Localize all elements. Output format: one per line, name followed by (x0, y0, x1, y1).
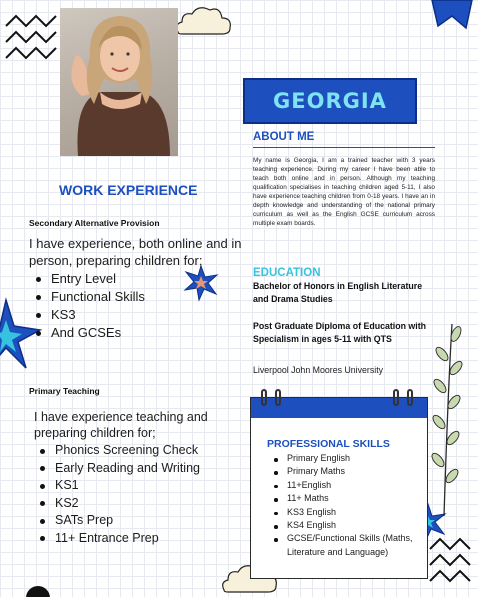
work-section-title: Primary Teaching (29, 386, 100, 396)
list-item: KS4 English (265, 519, 425, 532)
work-section-intro: I have experience teaching and preparing children for; (34, 410, 208, 440)
about-heading: ABOUT ME (253, 131, 315, 143)
zigzag-icon (4, 8, 60, 66)
star-icon (430, 0, 474, 30)
list-item: KS2 (33, 495, 200, 513)
binder-ring-icon (393, 389, 399, 406)
list-item: And GCSEs (29, 324, 145, 342)
list-item: 11+ Maths (265, 492, 425, 505)
list-item: Functional Skills (29, 288, 145, 306)
list-item: SATs Prep (33, 512, 200, 530)
education-diploma: Post Graduate Diploma of Education with Specialism in ages 5-11 with QTS (253, 321, 427, 344)
list-item: KS1 (33, 477, 200, 495)
binder-ring-icon (261, 389, 267, 406)
work-experience-heading: WORK EXPERIENCE (59, 182, 198, 198)
skills-list (265, 452, 425, 559)
skills-card (250, 397, 428, 579)
list-item: 11+English (265, 479, 425, 492)
decorative-dot (26, 586, 50, 597)
work-section-list (29, 270, 145, 342)
list-item: Phonics Screening Check (33, 442, 200, 460)
binder-ring-icon (275, 389, 281, 406)
education-university: Liverpool John Moores University (253, 365, 384, 375)
list-item: Early Reading and Writing (33, 460, 200, 478)
about-text: My name is Georgia, I am a trained teacher with 3 years teaching experience. During my career I have been able to teach both online and in person. Although my teaching qualification specialises in teaching children aged 5-11, I also have experience teaching children from 0-18 years. I have an in depth knowledge and understanding of the national primary curriculum as well as the English GCSE curriculum across multiple exam boards. (253, 157, 435, 227)
profile-photo (60, 8, 178, 156)
star-icon (182, 264, 220, 302)
work-section-list (33, 442, 200, 547)
list-item: GCSE/Functional Skills (Maths, Literature and Language) (265, 532, 425, 559)
work-section-intro: I have experience, both online and in person, preparing children for; (29, 236, 242, 268)
cloud-icon (172, 2, 234, 38)
about-divider (253, 147, 435, 148)
name-title: GEORGIA (273, 89, 387, 113)
education-degree: Bachelor of Honors in English Literature and Drama Studies (253, 281, 423, 304)
work-section-title: Secondary Alternative Provision (29, 218, 160, 228)
list-item: 11+ Entrance Prep (33, 530, 200, 548)
leaf-icon (430, 320, 464, 520)
list-item: KS3 (29, 306, 145, 324)
list-item: KS3 English (265, 506, 425, 519)
list-item: Primary Maths (265, 465, 425, 478)
education-heading: EDUCATION (253, 267, 321, 279)
skills-heading: PROFESSIONAL SKILLS (267, 438, 390, 450)
name-banner (243, 78, 417, 124)
binder-ring-icon (407, 389, 413, 406)
list-item: Entry Level (29, 270, 145, 288)
list-item: Primary English (265, 452, 425, 465)
